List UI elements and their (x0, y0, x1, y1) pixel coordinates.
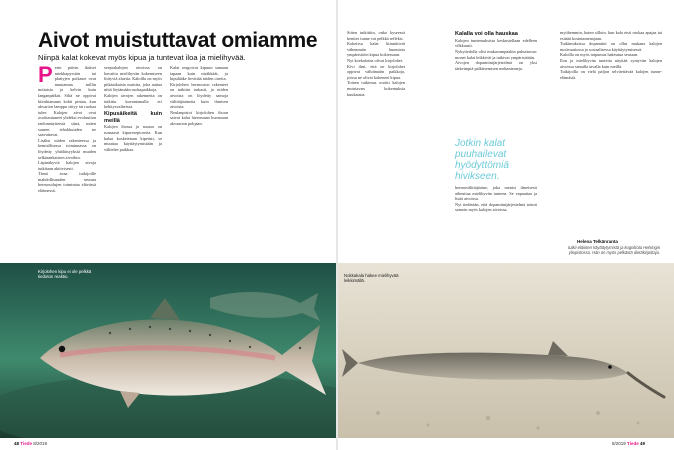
paragraph: Läpinäkyviä kalojen aivoja tutkitaan aktiivisesti. (38, 160, 96, 171)
paragraph: Kalojen aivojen rakennetta on tutkittu kuvantamalla eri kehitysvaiheissa. (104, 92, 162, 110)
paragraph: Toinen tutkimus osoitti kalojen muistavan kokemuksia kuukausia. (347, 80, 405, 97)
paragraph: Kivi ilmi, että ne kirjolohet oppivat välttämään paikkoja, joissa ne olivat kokeneet kipua. (347, 63, 405, 80)
page-number: 48 (14, 441, 20, 446)
paragraph: hermovälittäjäaine, joka mentsi ilmeisesti aiheuttaa mielihyvän tunteen. Se vapauttaa ja lisää aivoissa. (455, 185, 537, 202)
paragraph: Kalojen ihossa ja suussa on runsaasti kipureseptoreita. Kun kalaa kosketetaan kipeästi, se muuttaa käyttäytymistään ja välttelee paikkaa. (104, 124, 162, 152)
text-column-5-continued (455, 185, 537, 257)
drop-cap: P (38, 65, 53, 87)
page-number: 49 (639, 441, 645, 446)
paragraph: Nyt koekaloina olivat kirjolohet. (347, 57, 404, 63)
paragraph: Kalojen tuntemuksista keskustellaan edelleen vilkkaasti. (455, 37, 537, 49)
paragraph: Ilon ja mielihyvän tunteita näyttää syntyvän kalojen aivoissa samalla tavalla kuin meillä. (560, 57, 662, 69)
pull-quote: Jotkin kalat puuhailevat hyödyttömiä hivikseen. (455, 138, 509, 182)
elephantnose-photo (338, 263, 674, 438)
magazine-brand: Tiede (20, 441, 32, 446)
subheading: Kipusäikeitä kuin meillä (104, 110, 162, 124)
paragraph: Neulanpistot kirjolohen ihoon saivat kalat hieromaan kuonoaan akvaarion pohjaan. (170, 109, 228, 126)
text-column-6 (560, 30, 662, 235)
paragraph: Nykytiedolla olisi mukavampaakin puhuttavaa: monet kalat leikkivät ja tutkivat ympäristöään. (455, 48, 537, 60)
magazine-brand: Tiede (627, 441, 639, 446)
text-column-3 (170, 65, 228, 257)
paragraph: Kaloilla on myös taipumus hakeutua seuraan. (560, 52, 639, 58)
article-lede: Niinpä kalat kokevat myös kipua ja tuntevat iloa ja mielihyvää. (38, 53, 246, 62)
folio-left (14, 441, 47, 446)
text-column-1 (38, 65, 96, 257)
paragraph: Nyt tiedetään, että dopamiinijärjestelmä toimii samoin myös kalojen aivoissa. (455, 201, 537, 213)
elephantnose-illustration (338, 263, 674, 438)
author-bio: tutkii eläinten käyttäytymistä ja kognitiota Helsingin yliopistossa. Hän on myös pelkästä dietäkirjoittaja. (568, 245, 660, 256)
paragraph: Lisäksi niiden rakenteessa ja kemiallisessa toiminnassa on löydetty yhtäläisyyksiä muiden selkärankaisten aivoihin. (38, 137, 96, 160)
paragraph: Tämä avaa tutkijoille mahdollisuuden seurata hermosolujen toimintaa elävässä eläimessä. (38, 171, 96, 194)
paragraph: seeprakalojen aivoissa on havaittu mielihyvän kokemiseen liittyviä alueita. Kaloilla on myös pitkäaikaista muistia, joka auttaa niitä löytämään ruokapaikkoja. (104, 65, 162, 93)
text-column-5 (455, 30, 537, 133)
paragraph: Tutkijoilla on vielä paljon selvitettävää kalojen tunne-elämästä. (560, 69, 662, 80)
folio-right (612, 441, 645, 446)
author-name: Helena Telkänranta (577, 239, 618, 244)
paragraph: myöhemmin, kuten silloin, kun kala etsii ruokaa apajaa tai esittää kosintamenojaan. (560, 30, 662, 41)
paragraph: Aivojen dopamiinijärjestelmä on yksi tärkeimpiä palkitsemisen mekanismeja. (455, 60, 537, 71)
paragraph: Tutkimuksissa dopamiini on ollut mukana kalojen motivaatiossa ja sosiaalisessa käyttäytymisessä. (560, 41, 662, 52)
issue-number: 8/2019 (33, 441, 47, 446)
photo-caption-left: Kirjolohen kipu ei ole pelkkä tiedoton reaktio. (38, 269, 92, 280)
paragraph: Kokeissa kalat kiinnittivät vähemmän huomiota ympäristöön kipua kokiessaan. (347, 41, 405, 58)
paragraph: Kalat reagoivat kipuun samaan tapaan kuin nisäkkäät, ja kipulääke lievittää niiden oireita. (170, 65, 228, 82)
issue-number: 8/2019 (612, 441, 626, 446)
text-column-2 (104, 65, 162, 257)
subheading: Kalalla voi olla hauskaa (455, 31, 518, 37)
trout-illustration (0, 263, 336, 438)
paragraph: erin päivin ikäiset miekkapyrstön tai plattyjen poikaset ovat muutaman millin mittaisia ja kelvin kuin langanpätkät. Siltä ne oppivat kiiruhtamaan kohti pintaa, kun akvarion lamppu sittyy tai ruokaa tulee. Kalojen aivot ovat osoittautuneet yhdeksi evoluution taidonnäytteistä siinä, miten suuren tehokkuuden ne saavuttavat. (38, 65, 96, 138)
article-title: Aivot muistuttavat omiamme (38, 29, 318, 52)
text-column-4 (347, 30, 405, 257)
paragraph: Sitten tutkittiin, onko kyseessä kenties tunne vai pelkkä refleksi. (347, 30, 405, 41)
photo-caption-right: Nokkakala hakee mielihyvää leikkimällä. (344, 273, 399, 284)
paragraph: Kirjolohen hermoston rakenteet on tutkittu tarkasti, ja niiden aivoista on löydetty samoja välittäjäaineita kuin ihmisen aivoista. (170, 81, 228, 110)
trout-photo (0, 263, 336, 438)
